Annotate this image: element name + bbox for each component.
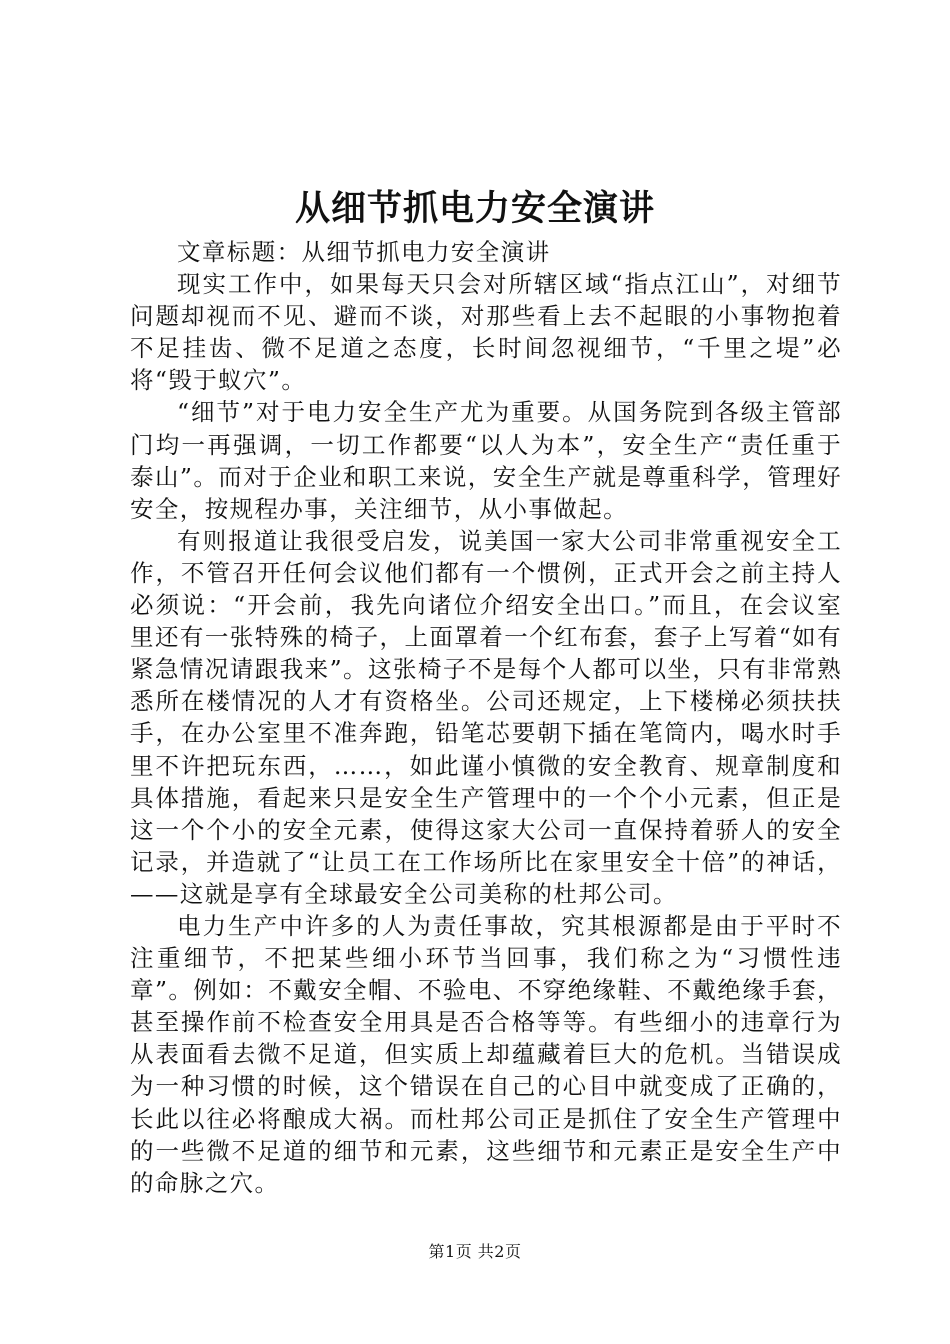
document-body: [130, 236, 842, 1199]
article-title-paragraph: 文章标题：从细节抓电力安全演讲: [177, 238, 551, 266]
body-paragraph-3: 有则报道让我很受启发，说美国一家大公司非常重视安全工作，不管召开任何会议他们都有一个惯例，正式开会之前主持人必须说：“开会前，我先向诸位介绍安全出口。”而且，在会议室里还有一张特殊的椅子，上面罩着一个红布套，套子上写着“如有紧急情况请跟我来”。这张椅子不是每个人都可以坐，只有非常熟悉所在楼情况的人才有资格坐。公司还规定，上下楼梯必须扶扶手，在办公室里不准奔跑，铅笔芯要朝下插在笔筒内，喝水时手里不许把玩东西，……，如此谨小慎微的安全教育、规章制度和具体措施，看起来只是安全生产管理中的一个个小元素，但正是这一个个小的安全元素，使得这家大公司一直保持着骄人的安全记录，并造就了“让员工在工作场所比在家里安全十倍”的神话，——这就是享有全球最安全公司美称的杜邦公司。: [130, 526, 842, 908]
page-number-footer: 第1页 共2页: [428, 1242, 522, 1261]
body-paragraph-1: 现实工作中，如果每天只会对所辖区域“指点江山”，对细节问题却视而不见、避而不谈，对那些看上去不起眼的小事物抱着不足挂齿、微不足道之态度，长时间忽视细节，“千里之堤”必将“毁于蚁穴”。: [130, 270, 842, 395]
body-paragraph-2: “细节”对于电力安全生产尤为重要。从国务院到各级主管部门均一再强调，一切工作都要“以人为本”，安全生产“责任重于泰山”。而对于企业和职工来说，安全生产就是尊重科学，管理好安全，按规程办事，关注细节，从小事做起。: [130, 398, 842, 523]
body-paragraph-4: 电力生产中许多的人为责任事故，究其根源都是由于平时不注重细节，不把某些细小环节当回事，我们称之为“习惯性违章”。例如：不戴安全帽、不验电、不穿绝缘鞋、不戴绝缘手套，甚至操作前不检查安全用具是否合格等等。有些细小的违章行为从表面看去微不足道，但实质上却蕴藏着巨大的危机。当错误成为一种习惯的时候，这个错误在自己的心目中就变成了正确的，长此以往必将酿成大祸。而杜邦公司正是抓住了安全生产管理中的一些微不足道的细节和元素，这些细节和元素正是安全生产中的命脉之穴。: [130, 911, 842, 1197]
document-title: 从细节抓电力安全演讲: [294, 188, 655, 229]
